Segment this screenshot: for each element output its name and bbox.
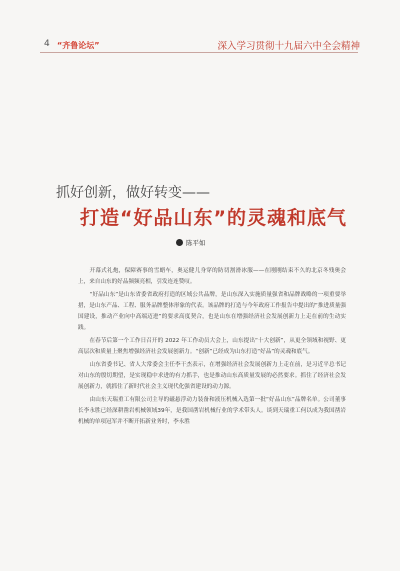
body-paragraph: “好品山东”是山东省委省政府打造的区域公共品牌，是山东深入实施质量强省和品牌战略的一项重要举措，是山东产品、工程、服务品牌整体形象的代表。该品牌的打造与今年政府工作报告中提出的“推进质量强国建设，推动产业向中高端迈进”的要求高度契合，也是山东在增强经济社会发展创新力上走在前的生动实践。: [78, 292, 346, 331]
body-paragraph: 开幕式礼炮，保障赛事的雪蜡车，奥运健儿身穿的防切割滑冰服——在刚刚结束不久的北京冬残奥会上，来自山东的好品频频亮相，引发连连赞叹。: [78, 268, 346, 285]
page-number: 4: [44, 39, 50, 49]
body-paragraph: 山东省委书记、省人大常委会主任李干杰表示，在增强经济社会发展创新力上走在前，是习近平总书记对山东的殷切期望，是实现稳中求进的有力抓手，也是推动山东高质量发展的必然要求。抓住了经济社会发展创新力，就抓住了新时代社会主义现代化强省建设的动力源。: [78, 362, 346, 390]
column-brand: “齐鲁论坛”: [57, 41, 100, 50]
header-divider: [40, 52, 358, 53]
section-title: 深入学习贯彻十九届六中全会精神: [217, 41, 360, 52]
author-byline: [176, 238, 206, 247]
author-name: 陈平如: [186, 239, 206, 247]
body-paragraph: 在春节后第一个工作日召开的 2022 年工作动员大会上，山东提出“十大创新”，从更全领域和视野、更高层次和质量上聚焦增强经济社会发展创新力。“创新”已经成为山东打造“好品”的灵魂和底气。: [78, 338, 346, 355]
body-paragraph: 由山东天瑞重工有限公司主导的磁悬浮动力装备和液压机械入选第一批“好品山东”品牌名单。公司董事长李永胜已经深耕凿岩机械领域39年，是我国凿岩机械行业的学术带头人。谈到天瑞重工何以成为我国凿岩机械的单项冠军并不断开拓新业务时，李永胜: [78, 397, 346, 425]
article-title: 打造“好品山东”的灵魂和底气: [80, 207, 347, 229]
article-subtitle: 抓好创新，做好转变——: [56, 185, 210, 201]
article-body: [78, 266, 346, 430]
author-icon: [176, 239, 183, 246]
page-header: [0, 0, 400, 60]
